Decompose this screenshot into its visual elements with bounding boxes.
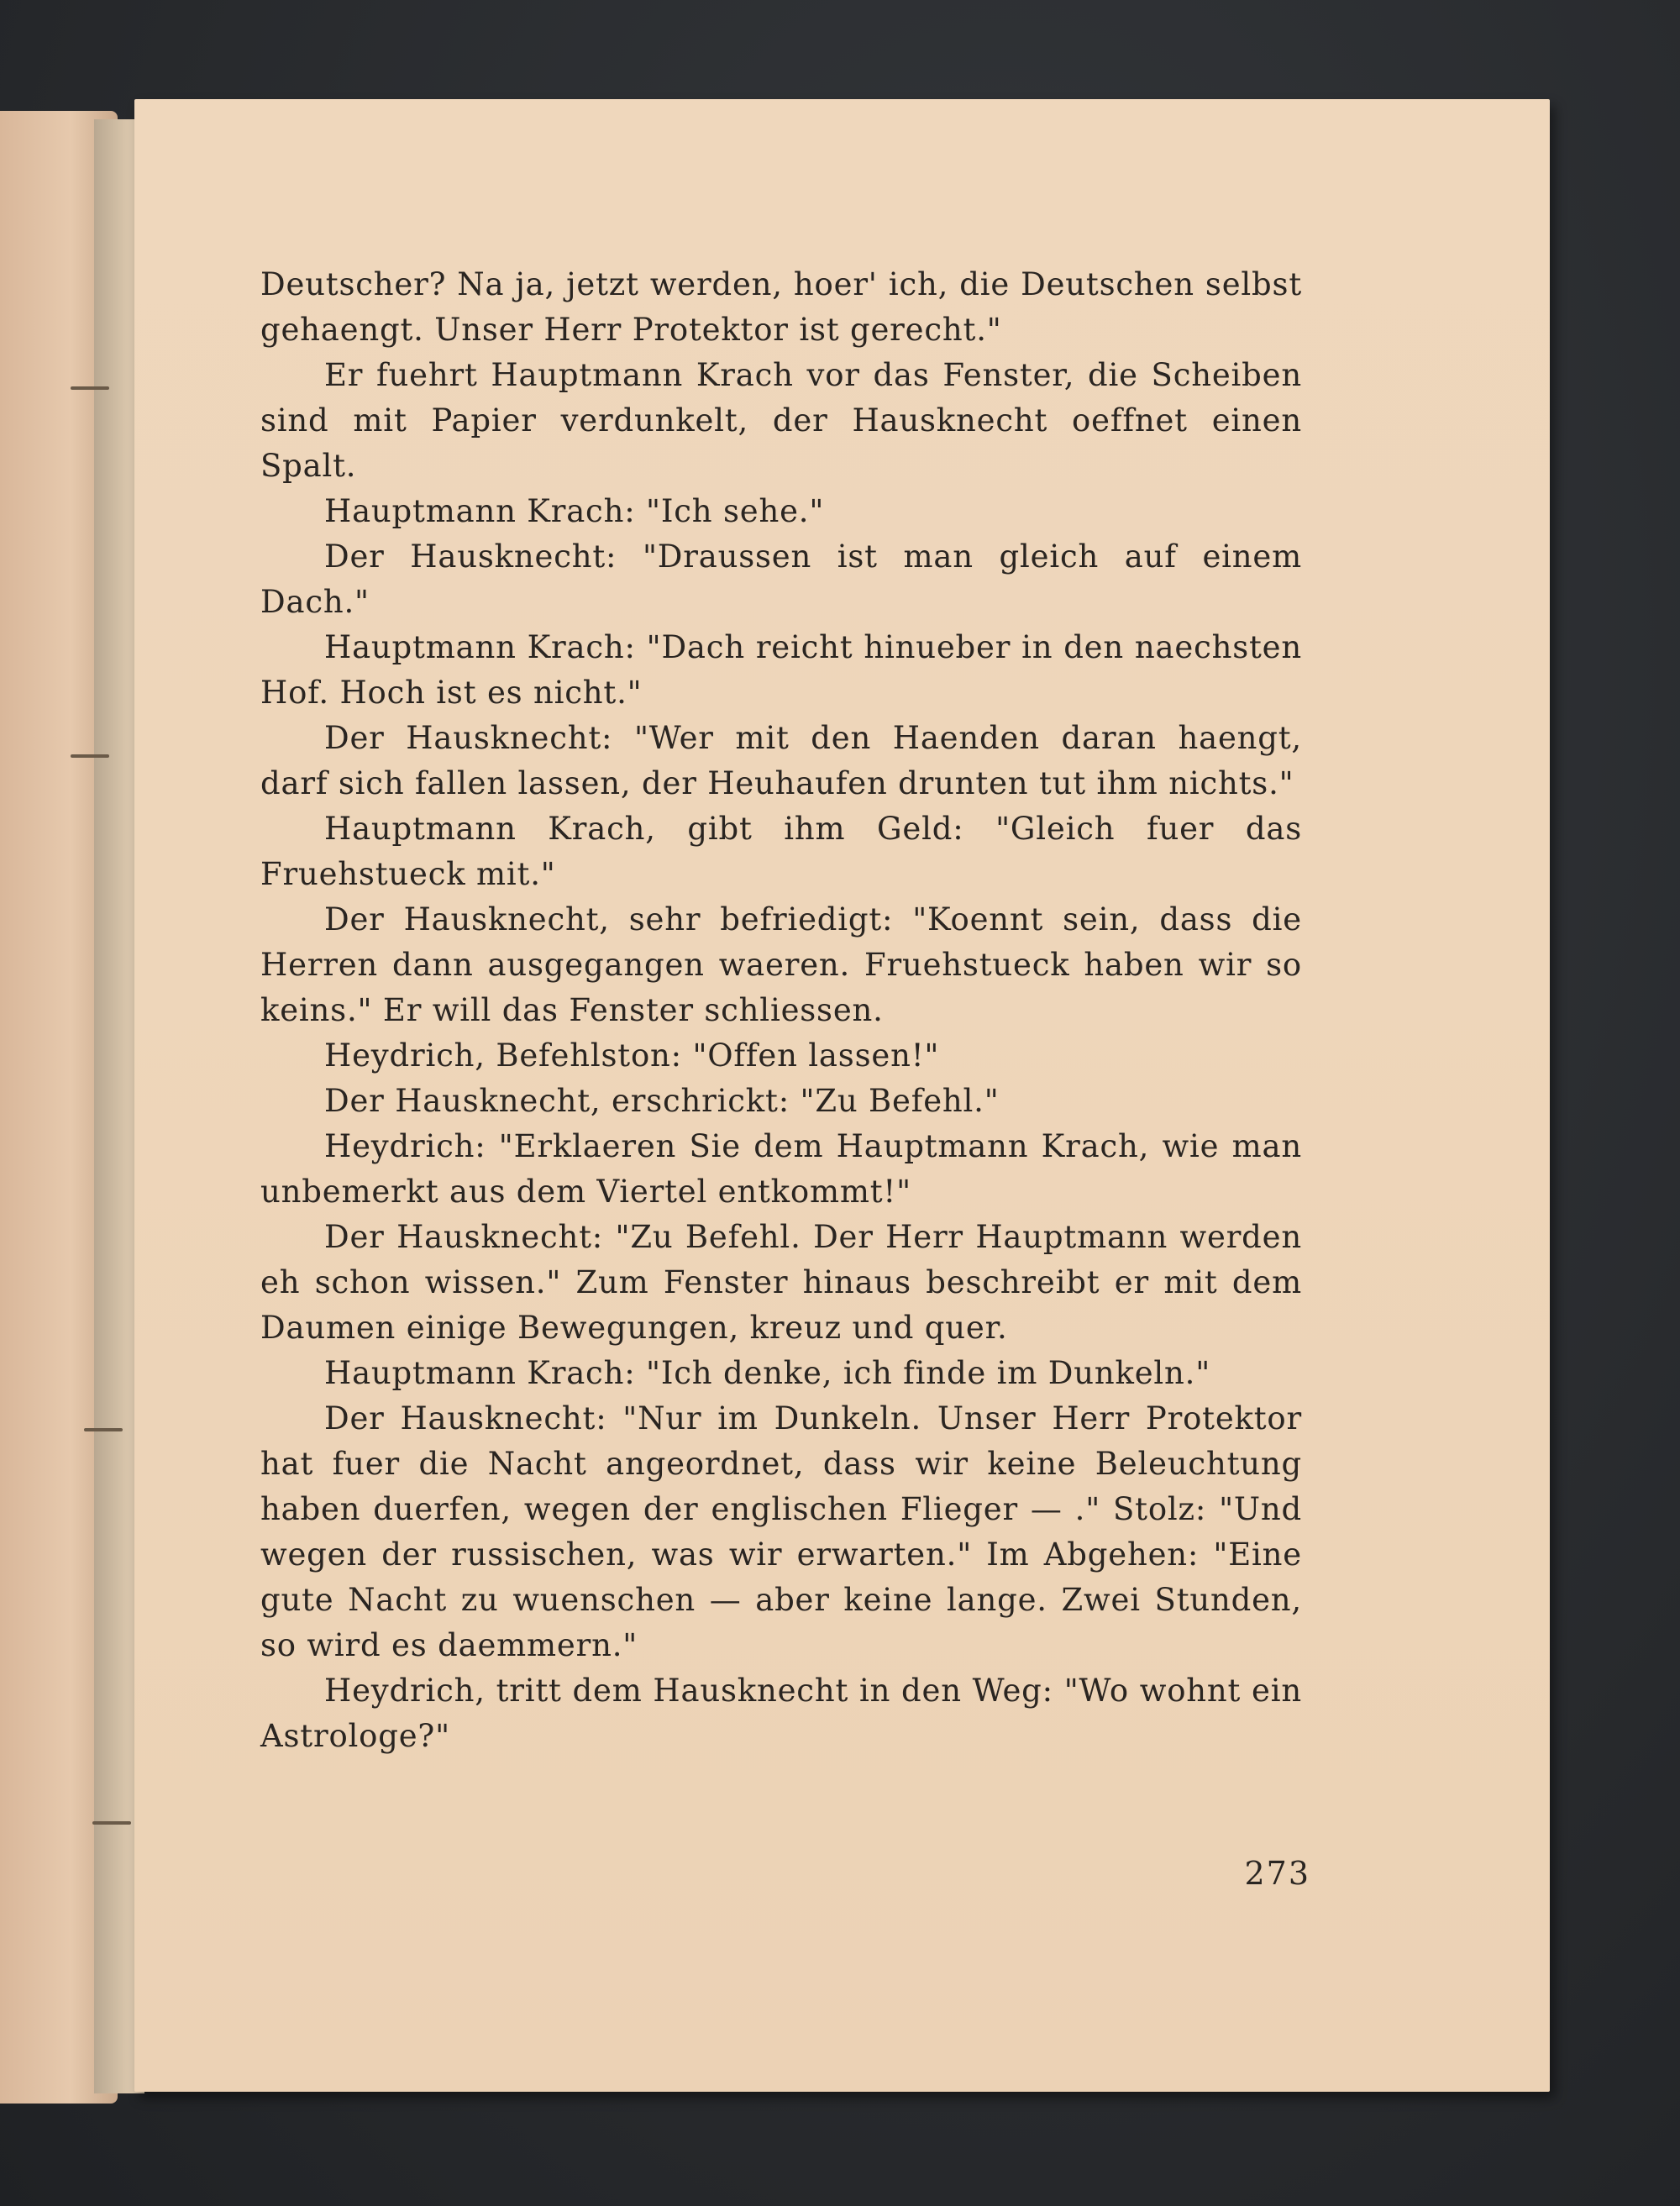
paragraph: Der Hausknecht: "Draussen ist man gleich auf einem Dach." [260,538,1302,620]
paragraph: Hauptmann Krach, gibt ihm Geld: "Gleich fuer das Fruehstueck mit." [260,811,1302,892]
paragraph: Heydrich, tritt dem Hausknecht in den Weg: "Wo wohnt ein Astrologe?" [260,1673,1302,1754]
binding-stitch [71,754,109,758]
paragraph: Der Hausknecht: "Zu Befehl. Der Herr Hauptmann werden eh schon wissen." Zum Fenster hinaus beschreibt er mit dem Daumen einige Bewegungen, kreuz und quer. [260,1219,1302,1346]
page-number: 273 [1244,1855,1310,1892]
paragraph: Der Hausknecht: "Wer mit den Haenden daran haengt, darf sich fallen lassen, der Heuhaufen drunten tut ihm nichts." [260,720,1302,801]
paragraph: Der Hausknecht, erschrickt: "Zu Befehl." [324,1083,1000,1119]
paragraph: Der Hausknecht: "Nur im Dunkeln. Unser Herr Protektor hat fuer die Nacht angeordnet, dass wir keine Beleuchtung haben duerfen, wegen der englischen Flieger — ." Stolz: "Und wegen der russischen, was wir erwarten." Im Abgehen: "Eine gute Nacht zu wuenschen — aber keine lange. Zwei Stunden, so wird es daemmern." [260,1400,1302,1663]
binding-stitch [92,1821,131,1825]
binding-stitch [71,386,109,390]
page-body-text [260,262,1302,1759]
binding-stitch [84,1428,123,1431]
paragraph: Hauptmann Krach: "Ich denke, ich finde im Dunkeln." [324,1355,1211,1391]
paragraph: Heydrich: "Erklaeren Sie dem Hauptmann Krach, wie man unbemerkt aus dem Viertel entkommt!" [260,1128,1302,1210]
paragraph: Hauptmann Krach: "Ich sehe." [324,493,825,529]
paragraph: Hauptmann Krach: "Dach reicht hinueber in den naechsten Hof. Hoch ist es nicht." [260,629,1302,711]
paragraph: Der Hausknecht, sehr befriedigt: "Koennt sein, dass die Herren dann ausgegangen waeren. Fruehstueck haben wir so keins." Er will das Fenster schliessen. [260,901,1302,1028]
paragraph: Er fuehrt Hauptmann Krach vor das Fenster, die Scheiben sind mit Papier verdunkelt, der Hausknecht oeffnet einen Spalt. [260,357,1302,484]
paragraph: Heydrich, Befehlston: "Offen lassen!" [324,1037,940,1074]
paragraph: Deutscher? Na ja, jetzt werden, hoer' ich, die Deutschen selbst gehaengt. Unser Herr Protektor ist gerecht." [260,266,1302,348]
